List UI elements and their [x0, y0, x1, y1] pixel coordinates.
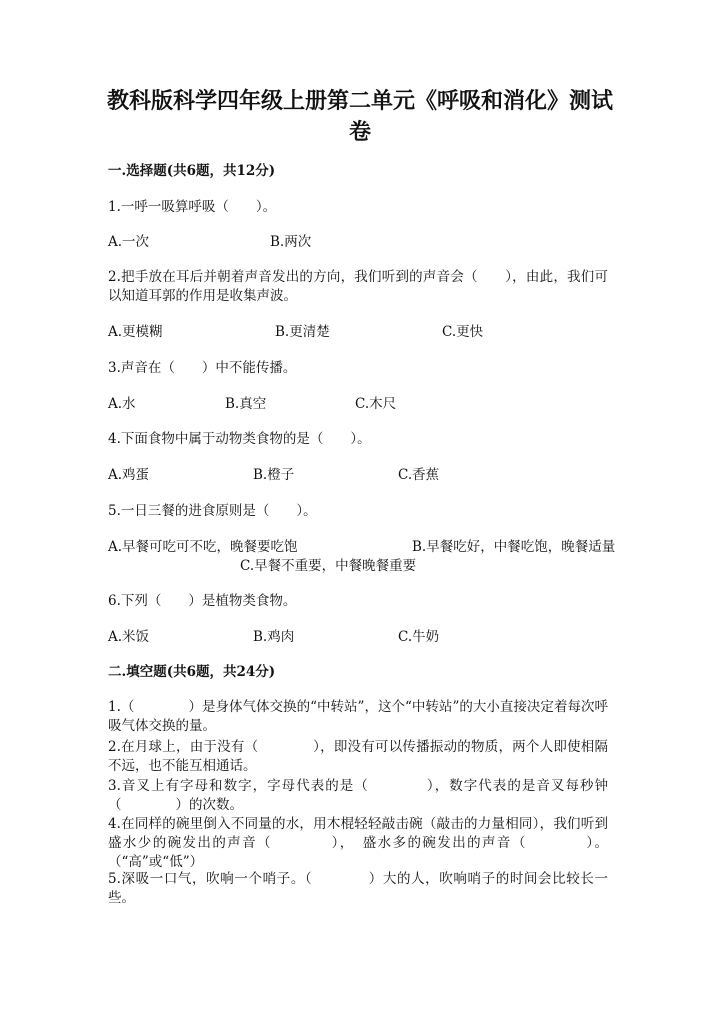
fill-question: 1.（ ）是身体气体交换的“中转站”，这个“中转站”的大小直接决定着每次呼吸气体交换的量。 — [108, 699, 608, 734]
option-c: C.牛奶 — [398, 629, 440, 645]
option-b: B.更清楚 — [275, 324, 330, 340]
fill-question: 5.深吸一口气，吹响一个哨子。（ ）大的人，吹响哨子的时间会比较长一些。 — [108, 871, 608, 906]
option-b: B.早餐吃好，中餐吃饱，晚餐适量 — [412, 539, 616, 555]
option-b: B.真空 — [225, 396, 267, 412]
option-b: B.两次 — [270, 234, 312, 250]
option-a: A.更模糊 — [108, 324, 163, 340]
option-c: C.木尺 — [355, 396, 397, 412]
fill-question: 2.在月球上，由于没有（ ），即没有可以传播振动的物质，两个人即使相隔不远，也不能互相通话。 — [108, 739, 608, 774]
question-stem: 1.一呼一吸算呼吸（ ）。 — [108, 199, 277, 215]
option-c: C.更快 — [442, 324, 484, 340]
question-stem: 2.把手放在耳后并朝着声音发出的方向，我们听到的声音会（ ），由此，我们可以知道耳郭的作用是收集声波。 — [108, 269, 608, 304]
option-a: A.水 — [108, 396, 136, 412]
option-a: A.鸡蛋 — [108, 467, 150, 483]
section-heading-choice: 一.选择题(共6题，共12分) — [108, 163, 276, 179]
option-c: C.香蕉 — [398, 467, 440, 483]
question-stem: 3.声音在（ ）中不能传播。 — [108, 360, 297, 376]
question-stem: 4.下面食物中属于动物类食物的是（ ）。 — [108, 431, 371, 447]
option-a: A.一次 — [108, 234, 150, 250]
fill-question: 3.音叉上有字母和数字，字母代表的是（ ），数字代表的是音叉每秒钟（ ）的次数。 — [108, 778, 608, 813]
page-title: 教科版科学四年级上册第二单元《呼吸和消化》测试卷 — [106, 88, 613, 145]
option-b: B.橙子 — [253, 467, 295, 483]
fill-question: 4.在同样的碗里倒入不同量的水，用木棍轻轻敲击碗（敲击的力量相同），我们听到盛水少的碗发出的声音（ ）， 盛水多的碗发出的声音（ ）。（“高”或“低”） — [108, 816, 608, 870]
option-a: A.早餐可吃可不吃，晚餐要吃饱 — [108, 539, 298, 555]
section-heading-fill: 二.填空题(共6题，共24分) — [108, 664, 276, 680]
question-stem: 5.一日三餐的进食原则是（ ）。 — [108, 503, 317, 519]
option-b: B.鸡肉 — [253, 629, 295, 645]
question-stem: 6.下列（ ）是植物类食物。 — [108, 593, 297, 609]
option-c: C.早餐不重要，中餐晚餐重要 — [240, 558, 417, 574]
option-a: A.米饭 — [108, 629, 150, 645]
